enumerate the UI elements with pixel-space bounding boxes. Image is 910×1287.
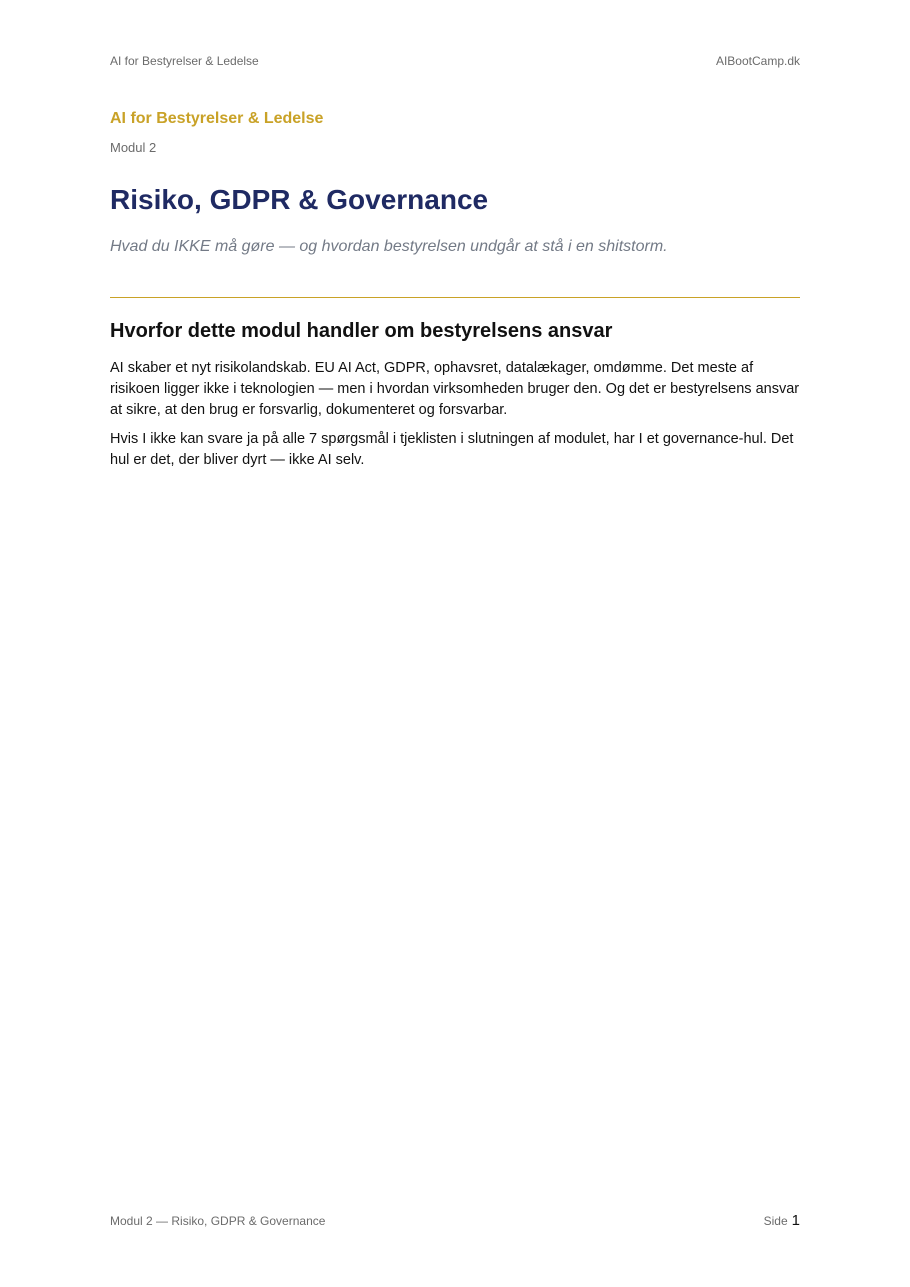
page-subtitle: Hvad du IKKE må gøre — og hvordan bestyrelsen undgår at stå i en shitstorm. bbox=[110, 238, 668, 255]
footer-page-label: Side bbox=[763, 1214, 788, 1228]
body-paragraph-2: Hvis I ikke kan svare ja på alle 7 spørgsmål i tjeklisten i slutningen af modulet, har I et governance-hul. Det hul er det, der bliver dyrt — ikke AI selv. bbox=[110, 431, 794, 468]
footer-page-number: 1 bbox=[791, 1212, 800, 1229]
footer-page-indicator bbox=[764, 1212, 800, 1229]
page-header bbox=[110, 54, 800, 68]
gold-divider bbox=[110, 297, 800, 298]
module-label: Modul 2 bbox=[110, 140, 157, 155]
footer-left-text: Modul 2 — Risiko, GDPR & Governance bbox=[110, 1214, 326, 1228]
page-footer bbox=[110, 1212, 800, 1229]
body-paragraph-1: AI skaber et nyt risikolandskab. EU AI Act, GDPR, ophavsret, datalækager, omdømme. Det meste af risikoen ligger ikke i teknologien — men i hvordan virksomheden bruger den. Og det er bestyrelsens ansvar at sikre, at den brug er forsvarlig, dokumenteret og forsvarbar. bbox=[110, 360, 800, 418]
page-title: Risiko, GDPR & Governance bbox=[110, 184, 489, 215]
header-left-text: AI for Bestyrelser & Ledelse bbox=[110, 54, 259, 68]
section-heading: Hvorfor dette modul handler om bestyrelsens ansvar bbox=[110, 320, 613, 342]
course-brand: AI for Bestyrelser & Ledelse bbox=[110, 110, 324, 127]
header-right-text: AIBootCamp.dk bbox=[715, 54, 800, 68]
